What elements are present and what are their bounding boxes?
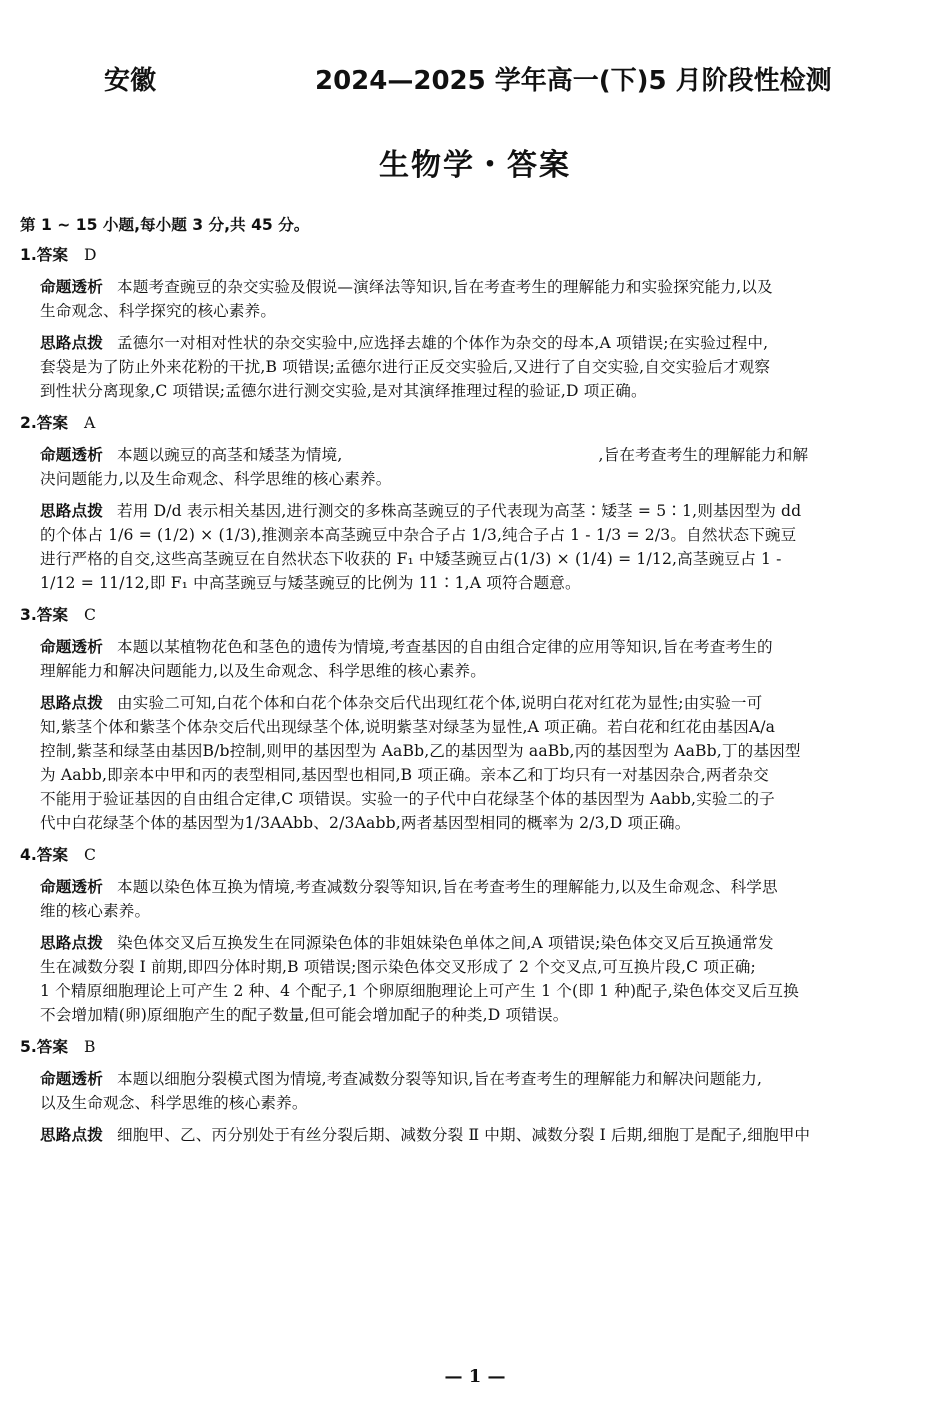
answer-content — [20, 213, 932, 1155]
solution-label: 思路点拨 — [40, 694, 103, 712]
answer-line — [20, 603, 932, 627]
text-line: 本题考查豌豆的杂交实验及假说—演绎法等知识,旨在考查考生的理解能力和实验探究能力,以及 — [116, 278, 773, 296]
analysis-paragraph — [20, 275, 932, 323]
answer-letter: C — [83, 846, 96, 864]
question-number: 5. — [20, 1038, 37, 1056]
exam-title: 2024—2025 学年高一(下)5 月阶段性检测 — [315, 66, 832, 96]
question-1 — [20, 243, 932, 403]
answer-letter: A — [83, 414, 96, 432]
text-line: 生命观念、科学探究的核心素养。 — [40, 302, 277, 320]
text-line: 由实验二可知,白花个体和白花个体杂交后代出现红花个体,说明白花对红花为显性;由实验一可 — [116, 694, 763, 712]
analysis-paragraph — [20, 875, 932, 923]
text-line: 本题以细胞分裂模式图为情境,考查减数分裂等知识,旨在考查考生的理解能力和解决问题能力, — [116, 1070, 763, 1088]
solution-paragraph — [20, 691, 932, 835]
text-line: 套袋是为了防止外来花粉的干扰,B 项错误;孟德尔进行正反交实验后,又进行了自交实验,自交实验后才观察 — [40, 358, 771, 376]
answer-label: 答案 — [36, 414, 68, 432]
question-5 — [20, 1035, 932, 1147]
text-line: 到性状分离现象,C 项错误;孟德尔进行测交实验,是对其演绎推理过程的验证,D 项正确。 — [40, 382, 647, 400]
answer-label: 答案 — [36, 1038, 68, 1056]
text-line: 进行严格的自交,这些高茎豌豆在自然状态下收获的 F₁ 中矮茎豌豆占(1/3) × (1/4) = 1/12,高茎豌豆占 1 - — [40, 550, 782, 568]
text-line: 1/12 = 11/12,即 F₁ 中高茎豌豆与矮茎豌豆的比例为 11∶1,A 项符合题意。 — [40, 574, 581, 592]
text-line: 维的核心素养。 — [40, 902, 151, 920]
answer-letter: D — [83, 246, 97, 264]
text-line: 本题以某植物花色和茎色的遗传为情境,考查基因的自由组合定律的应用等知识,旨在考查考生的 — [116, 638, 773, 656]
question-number: 1. — [20, 246, 37, 264]
answer-label: 答案 — [36, 846, 68, 864]
text-line: 不会增加精(卵)原细胞产生的配子数量,但可能会增加配子的种类,D 项错误。 — [40, 1006, 569, 1024]
solution-label: 思路点拨 — [40, 1126, 103, 1144]
solution-paragraph — [20, 931, 932, 1027]
text-line: 本题以豌豆的高茎和矮茎为情境, — [116, 446, 343, 464]
analysis-paragraph — [20, 635, 932, 683]
question-number: 4. — [20, 846, 37, 864]
analysis-paragraph — [20, 443, 932, 491]
solution-label: 思路点拨 — [40, 934, 103, 952]
text-line: ,旨在考查考生的理解能力和解 — [598, 446, 809, 464]
text-line: 细胞甲、乙、丙分别处于有丝分裂后期、减数分裂 Ⅱ 中期、减数分裂 Ⅰ 后期,细胞丁是配子,细胞甲中 — [116, 1126, 811, 1144]
solution-paragraph — [20, 331, 932, 403]
answer-line — [20, 843, 932, 867]
text-line: 理解能力和解决问题能力,以及生命观念、科学思维的核心素养。 — [40, 662, 486, 680]
text-line: 以及生命观念、科学思维的核心素养。 — [40, 1094, 308, 1112]
answer-letter: B — [83, 1038, 96, 1056]
solution-paragraph — [20, 1123, 932, 1147]
text-line: 决问题能力,以及生命观念、科学思维的核心素养。 — [40, 470, 392, 488]
answer-line — [20, 1035, 932, 1059]
solution-paragraph — [20, 499, 932, 595]
text-line: 孟德尔一对相对性状的杂交实验中,应选择去雄的个体作为杂交的母本,A 项错误;在实验过程中, — [116, 334, 769, 352]
region-label: 安徽 — [104, 66, 157, 96]
question-2 — [20, 411, 932, 595]
text-line: 代中白花绿茎个体的基因型为1/3AAbb、2/3Aabb,两者基因型相同的概率为 2/3,D 项正确。 — [40, 814, 691, 832]
answer-label: 答案 — [36, 606, 68, 624]
text-line: 知,紫茎个体和紫茎个体杂交后代出现绿茎个体,说明紫茎对绿茎为显性,A 项正确。若白花和红花由基因A/a — [40, 718, 776, 736]
question-number: 2. — [20, 414, 37, 432]
text-line: 1 个精原细胞理论上可产生 2 种、4 个配子,1 个卵原细胞理论上可产生 1 个(即 1 种)配子,染色体交叉后互换 — [40, 982, 799, 1000]
text-line: 为 Aabb,即亲本中甲和丙的表型相同,基因型也相同,B 项正确。亲本乙和丁均只有一对基因杂合,两者杂交 — [40, 766, 769, 784]
text-line: 不能用于验证基因的自由组合定律,C 项错误。实验一的子代中白花绿茎个体的基因型为 Aabb,实验二的子 — [40, 790, 775, 808]
answer-line — [20, 411, 932, 435]
answer-line — [20, 243, 932, 267]
question-number: 3. — [20, 606, 37, 624]
question-4 — [20, 843, 932, 1027]
text-line: 若用 D/d 表示相关基因,进行测交的多株高茎豌豆的子代表现为高茎∶矮茎 = 5∶1,则基因型为 dd — [116, 502, 802, 520]
solution-label: 思路点拨 — [40, 334, 103, 352]
answer-label: 答案 — [36, 246, 68, 264]
analysis-label: 命题透析 — [40, 638, 103, 656]
page-number: — 1 — — [444, 1366, 506, 1387]
text-line: 本题以染色体互换为情境,考查减数分裂等知识,旨在考查考生的理解能力,以及生命观念、科学思 — [116, 878, 778, 896]
text-line: 生在减数分裂 Ⅰ 前期,即四分体时期,B 项错误;图示染色体交叉形成了 2 个交叉点,可互换片段,C 项正确; — [40, 958, 756, 976]
analysis-label: 命题透析 — [40, 1070, 103, 1088]
page-header — [0, 60, 950, 96]
analysis-label: 命题透析 — [40, 878, 103, 896]
answer-letter: C — [83, 606, 96, 624]
text-line: 控制,紫茎和绿茎由基因B/b控制,则甲的基因型为 AaBb,乙的基因型为 aaBb,丙的基因型为 AaBb,丁的基因型 — [40, 742, 801, 760]
text-line: 染色体交叉后互换发生在同源染色体的非姐妹染色单体之间,A 项错误;染色体交叉后互换通常发 — [116, 934, 774, 952]
question-3 — [20, 603, 932, 835]
analysis-paragraph — [20, 1067, 932, 1115]
section-intro: 第 1 ~ 15 小题,每小题 3 分,共 45 分。 — [20, 216, 310, 234]
solution-label: 思路点拨 — [40, 502, 103, 520]
analysis-label: 命题透析 — [40, 446, 103, 464]
subject-title: 生物学・答案 — [379, 148, 571, 183]
analysis-label: 命题透析 — [40, 278, 103, 296]
text-line: 的个体占 1/6 = (1/2) × (1/3),推测亲本高茎豌豆中杂合子占 1/3,纯合子占 1 - 1/3 = 2/3。自然状态下豌豆 — [40, 526, 797, 544]
